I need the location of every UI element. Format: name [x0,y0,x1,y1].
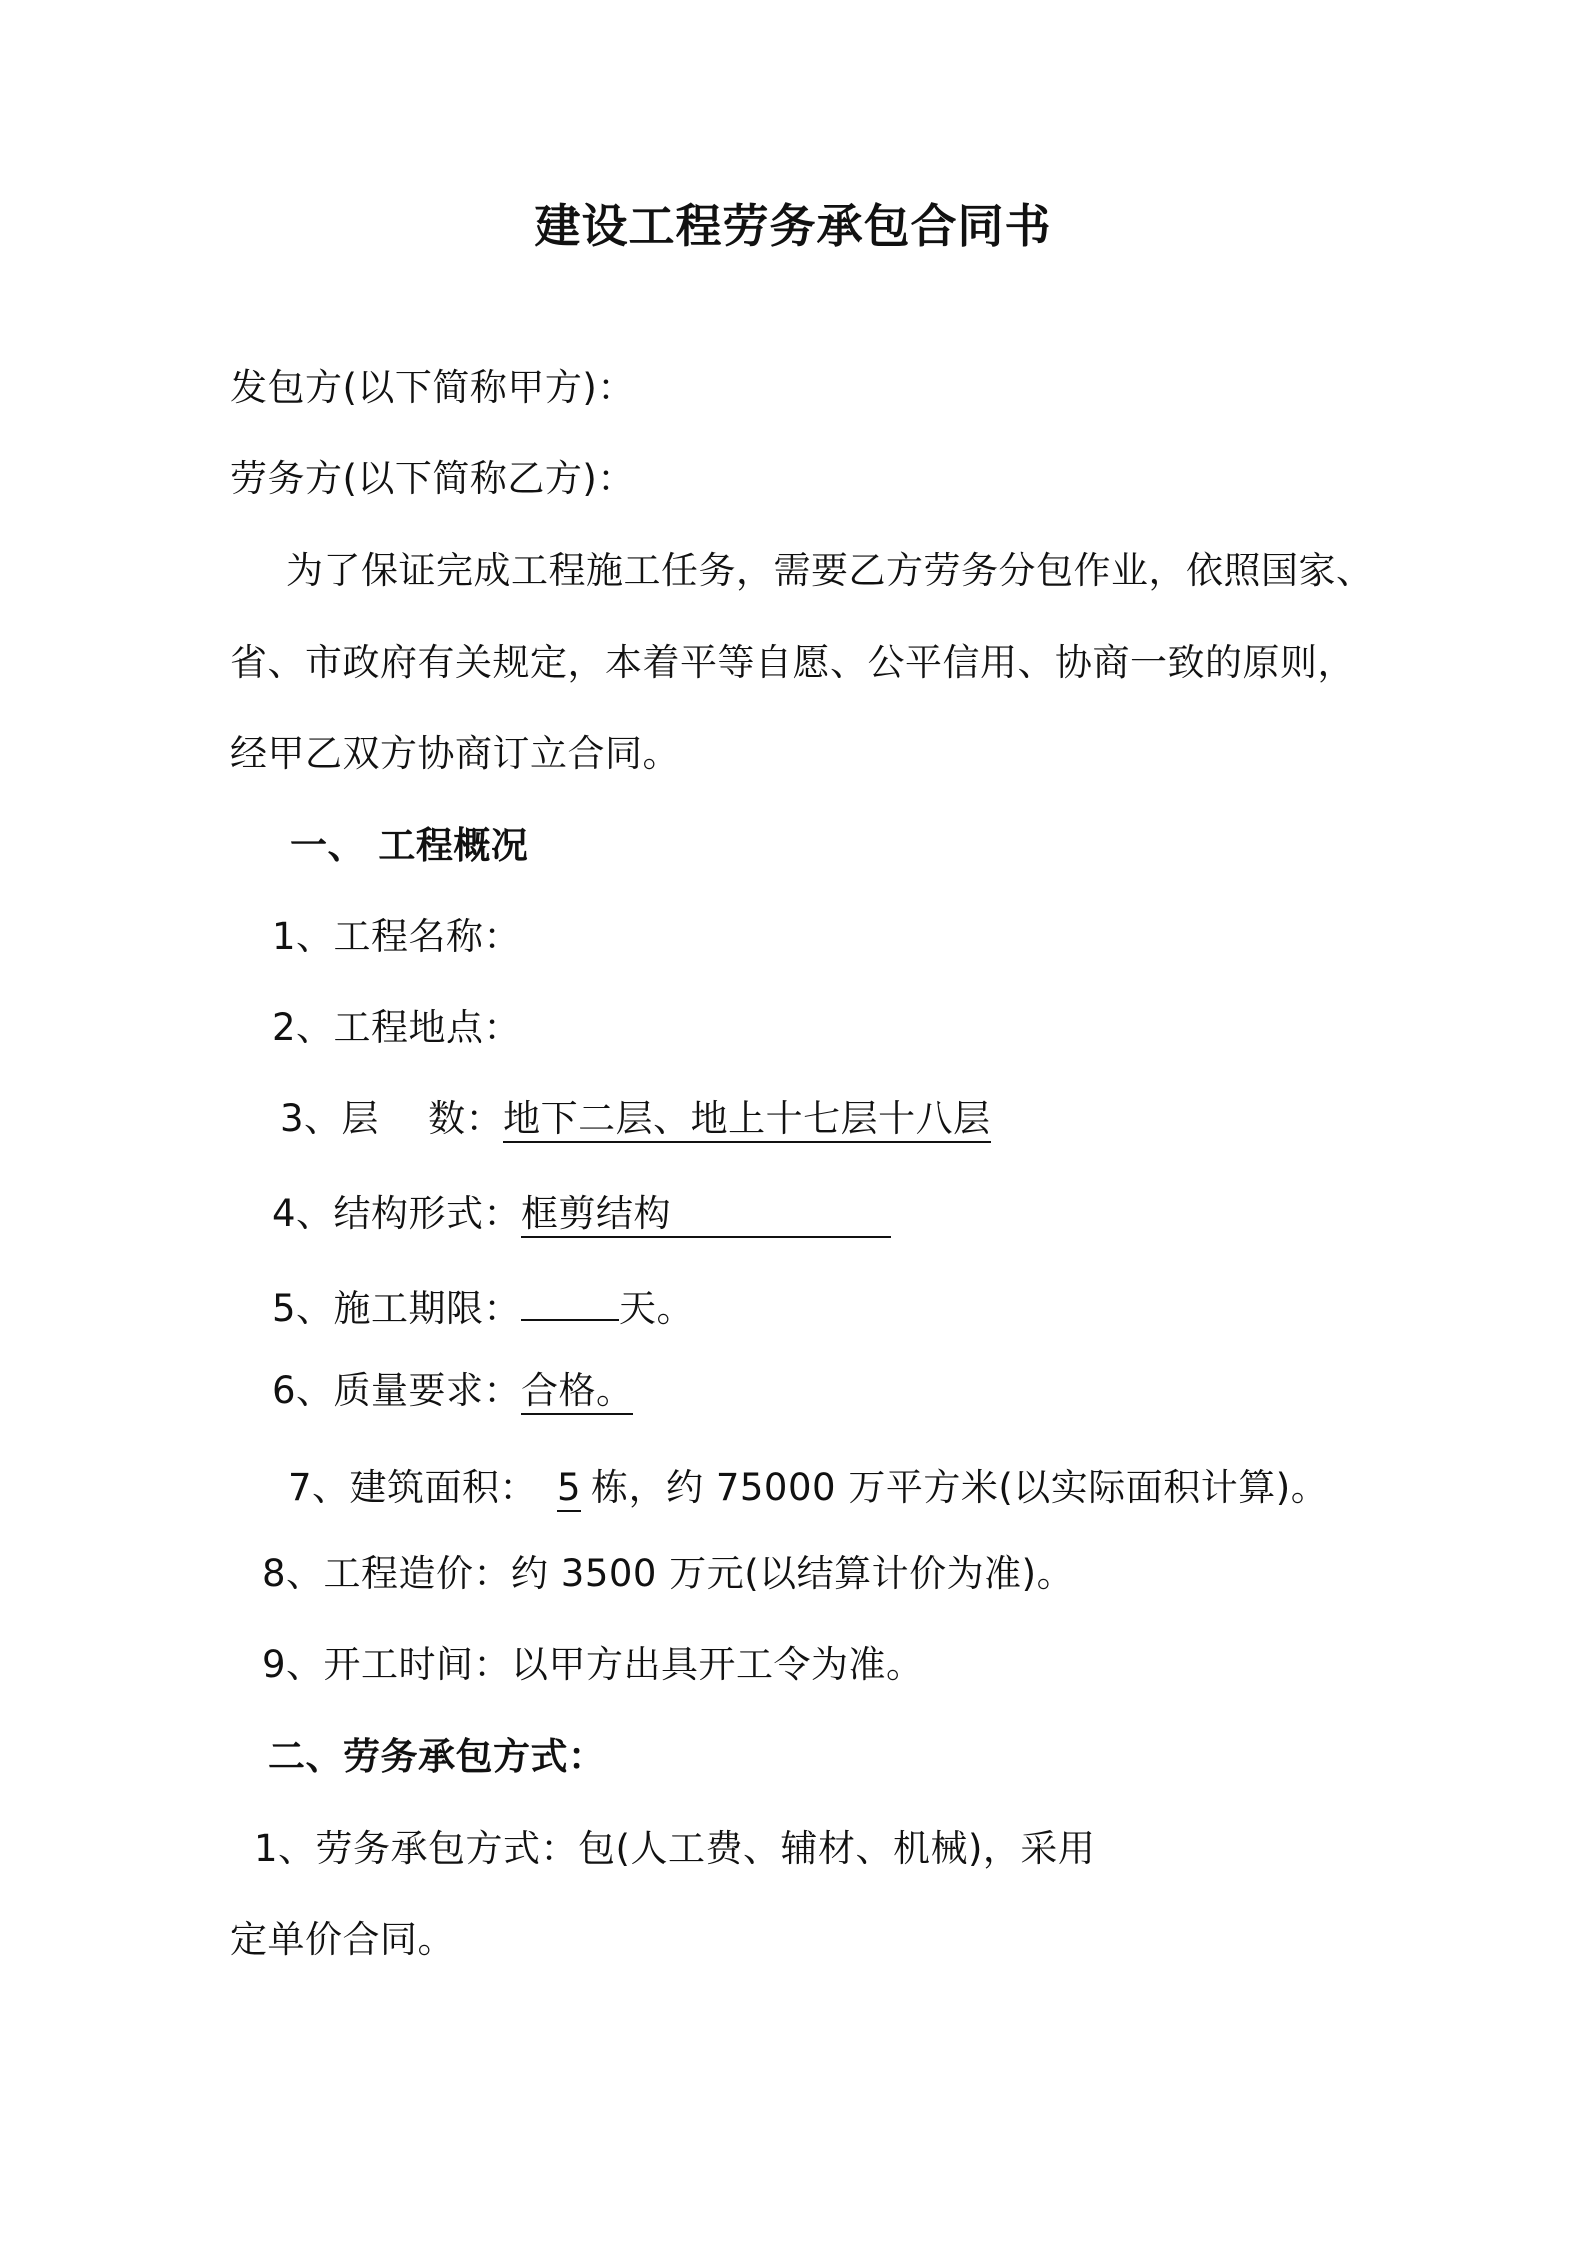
floors-value: 地下二层、地上十七层十八层 [503,1097,991,1143]
period-label: 5、施工期限： [272,1287,522,1330]
item-floors [280,1095,991,1143]
area-label: 7、建筑面积： [288,1466,538,1509]
quality-value: 合格。 [521,1369,633,1415]
party-b-line: 劳务方(以下简称乙方)： [230,457,635,500]
section-2-item-1-line-2: 定单价合同。 [230,1918,455,1961]
period-blank [521,1281,619,1321]
item-cost: 8、工程造价：约 3500 万元(以结算计价为准)。 [262,1552,1075,1595]
intro-line-1: 为了保证完成工程施工任务，需要乙方劳务分包作业，依照国家、 [286,549,1374,592]
item-start-time: 9、开工时间：以甲方出具开工令为准。 [262,1643,924,1686]
area-count: 5 [557,1466,581,1512]
section-2-item-1-line-1: 1、劳务承包方式：包(人工费、辅材、机械)，采用 [254,1827,1096,1870]
period-unit: 天。 [619,1287,695,1330]
item-project-location: 2、工程地点： [272,1006,522,1049]
item-project-name: 1、工程名称： [272,915,522,958]
party-a-line: 发包方(以下简称甲方)： [230,366,635,409]
item-quality [272,1367,633,1415]
section-2-heading: 二、劳务承包方式： [268,1735,606,1778]
structure-label: 4、结构形式： [272,1192,522,1235]
intro-line-3: 经甲乙双方协商订立合同。 [230,732,680,775]
intro-line-2: 省、市政府有关规定，本着平等自愿、公平信用、协商一致的原则， [230,641,1355,684]
floors-label: 3、层 数： [280,1097,504,1140]
item-area [288,1464,1328,1512]
structure-value: 框剪结构 [521,1192,891,1238]
area-rest: 栋，约 75000 万平方米(以实际面积计算)。 [591,1466,1329,1509]
section-1-heading: 一、 工程概况 [290,824,529,867]
quality-label: 6、质量要求： [272,1369,522,1412]
document-title: 建设工程劳务承包合同书 [534,199,1052,253]
item-period [272,1281,694,1333]
item-structure [272,1190,891,1238]
